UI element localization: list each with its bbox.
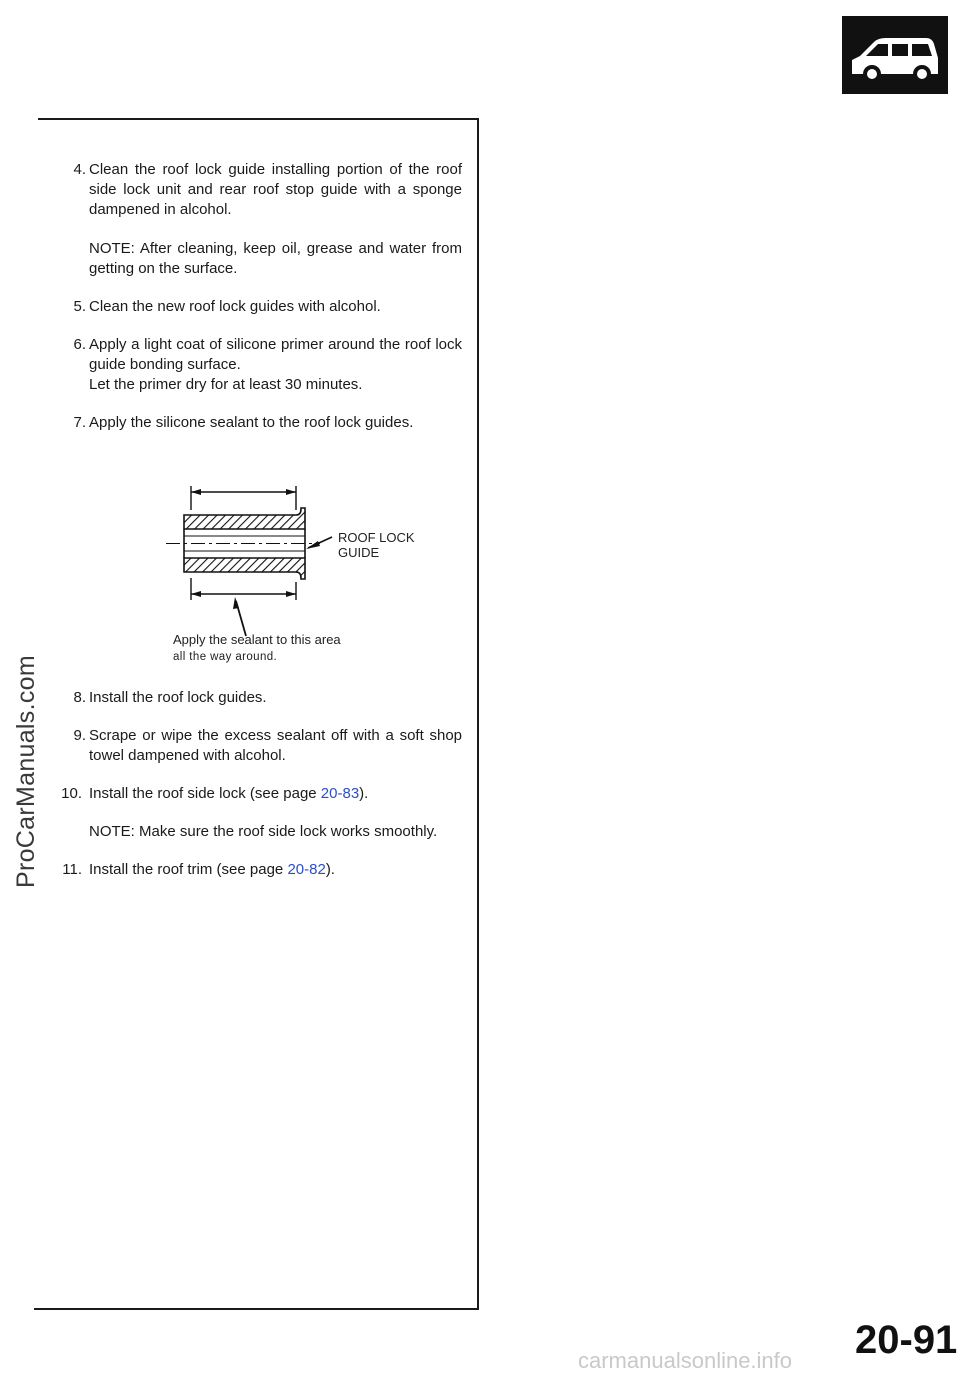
step-number: 10. — [61, 785, 82, 802]
note-cleaning: NOTE: After cleaning, keep oil, grease and water from getting on the surface. — [89, 240, 462, 277]
page-number: 20-91 — [855, 1318, 958, 1362]
frame-top-rule — [38, 118, 479, 120]
step-9 — [58, 726, 462, 766]
step-number: 4. — [73, 161, 86, 178]
step-6 — [58, 335, 462, 395]
page-link-20-82[interactable]: 20-82 — [287, 861, 326, 878]
step-text-second-line: Let the primer dry for at least 30 minutes. — [89, 376, 363, 393]
roof-lock-guide-label: ROOF LOCK GUIDE — [338, 530, 415, 560]
frame-bottom-rule — [34, 1308, 479, 1310]
step-text-end: ). — [325, 861, 335, 878]
step-4 — [58, 160, 462, 220]
step-text: Install the roof lock guides. — [89, 689, 267, 706]
steps-section-a — [58, 158, 462, 433]
car-icon — [842, 16, 948, 94]
step-7 — [58, 413, 462, 433]
step-text: Install the roof trim (see page — [89, 861, 288, 878]
step-text: Clean the roof lock guide installing portion of the roof side lock unit and rear roof stop guide with a sponge dampened in alcohol. — [89, 161, 462, 218]
note-side-lock: NOTE: Make sure the roof side lock works smoothly. — [89, 823, 438, 840]
roof-lock-guide-diagram — [160, 478, 460, 678]
step-number: 11. — [62, 861, 82, 878]
sealant-caption-line2: all the way around. — [173, 651, 278, 663]
step-number: 7. — [73, 414, 86, 431]
page-link-20-83[interactable]: 20-83 — [320, 785, 360, 802]
step-8 — [58, 688, 462, 708]
step-number: 6. — [73, 336, 86, 353]
step-text: Scrape or wipe the excess sealant off with a soft shop towel dampened with alcohol. — [89, 727, 462, 764]
step-text: Apply a light coat of silicone primer around the roof lock guide bonding surface. — [89, 336, 462, 373]
guide-cross-section-drawing — [160, 478, 460, 678]
step-text: Apply the silicone sealant to the roof lock guides. — [89, 414, 414, 431]
step-number: 8. — [73, 689, 86, 706]
step-number: 5. — [73, 298, 86, 315]
sealant-caption: Apply the sealant to this area — [173, 632, 341, 647]
step-text: Clean the new roof lock guides with alcohol. — [89, 298, 381, 315]
step-10 — [58, 784, 462, 804]
step-11 — [58, 860, 462, 880]
step-text-end: ). — [359, 785, 369, 802]
frame-right-rule — [477, 118, 479, 1310]
step-text: Install the roof side lock (see page — [89, 785, 321, 802]
steps-section-b — [58, 688, 462, 880]
step-number: 9. — [73, 727, 86, 744]
step-5 — [58, 297, 462, 317]
bottom-watermark: carmanualsonline.info — [578, 1348, 793, 1373]
side-watermark: ProCarManuals.com — [12, 655, 40, 888]
